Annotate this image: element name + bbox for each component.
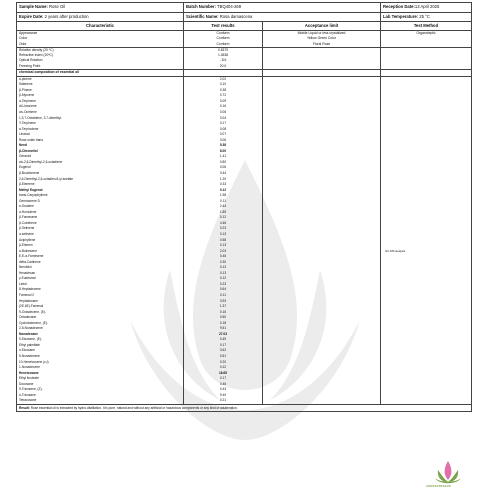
compound-percentage: 3.93 (184, 299, 263, 305)
compound-percentage: 0.44 (184, 171, 263, 177)
compound-percentage: 9.40 (184, 393, 263, 399)
compound-limit-empty (263, 398, 381, 404)
composition-title-blank-1 (184, 70, 263, 76)
header-row-2 (17, 13, 471, 23)
lab-temperature-cell: Lab Temperature: 25 °C (383, 13, 430, 19)
compound-name: dl-Limonene (17, 104, 184, 110)
compound-name: 9-Eicosene, (E)- (17, 337, 184, 343)
compound-percentage: 4.46 (184, 221, 263, 227)
compound-name: α-Bulnesene (17, 249, 184, 255)
compound-name: Aciphyllene (17, 238, 184, 244)
compound-name: 9-Tricosene, (Z)- (17, 387, 184, 393)
compound-percentage: 0.58 (184, 238, 263, 244)
compound-percentage: 0.17 (184, 121, 263, 127)
compound-name: Ledol (17, 282, 184, 288)
compound-percentage: 0.12 (184, 188, 263, 194)
compound-percentage: 0.51 (184, 354, 263, 360)
expire-date: 2 years after production (44, 13, 89, 19)
compound-percentage: 0.13 (184, 271, 263, 277)
physical-method-empty (381, 48, 471, 69)
compound-name: β-Citronellol (17, 149, 184, 155)
compound-name: α-Humulene (17, 210, 184, 216)
compound-percentage: 0.30 (184, 260, 263, 266)
compound-name: n-Eicosane (17, 348, 184, 354)
compound-percentage: 1.98 (184, 193, 263, 199)
compound-percentage: 2.02 (184, 77, 263, 83)
composition-title-blank-3 (381, 70, 471, 76)
physical-values: 0.8379 1.4538 - 8.6 20.0 (184, 48, 263, 69)
column-header-row (17, 22, 471, 31)
compound-percentage: 0.80 (184, 160, 263, 166)
compound-name: (2E,6E)-Farnesol (17, 304, 184, 310)
composition-title: chemical composition of essential oil (17, 70, 184, 76)
compound-percentage: 0.72 (184, 93, 263, 99)
compound-name: Farnesol 2 (17, 293, 184, 299)
compound-name: Geraniol (17, 154, 184, 160)
compound-percentage: 0.11 (184, 293, 263, 299)
sample-name: Rose Oil (49, 4, 66, 9)
compound-percentage: 0.17 (184, 376, 263, 382)
header-row-1 (17, 3, 471, 13)
compound-percentage: 0.06 (184, 165, 263, 171)
compound-percentage: 0.38 (184, 88, 263, 94)
compound-name: α-Terpinene (17, 99, 184, 105)
col-test-results: Test results (184, 22, 263, 30)
compound-percentage: 0.12 (184, 365, 263, 371)
col-test-method: Test Method (413, 23, 439, 28)
compound-percentage: 3.62 (184, 348, 263, 354)
compound-percentage: 5.38 (184, 143, 263, 149)
compound-name: Heptadecane (17, 299, 184, 305)
organoleptic-limits: Mobile Liquid or less crystalized Yellow Green Color Floral Rose (263, 31, 381, 47)
compound-name: Hexadecan (17, 271, 184, 277)
result-text: Rose essential oil is extracted by hydro-distillation. It is pure, natural and without any artificial or hazardous components or any kind of adulteration. (30, 405, 238, 410)
compound-name: Nonadecane (17, 332, 184, 338)
compound-name: α-Guaiene (17, 204, 184, 210)
compound-name: cis-2,6-Dimethyl-2,6-octadiene (17, 160, 184, 166)
compound-name: 2,6-Dimethyl-2,6-octadien-8-yl acetate (17, 177, 184, 183)
compound-name: Octadecane (17, 315, 184, 321)
lab-temperature: 25 °C (419, 13, 430, 19)
compound-name: Heneicosane (17, 371, 184, 377)
compound-name: α-Terpinolene (17, 127, 184, 133)
compound-name: Linalool (17, 132, 184, 138)
physical-block (17, 48, 471, 70)
compound-percentage: 0.12 (184, 215, 263, 221)
compound-name: Methyl Eugenol (17, 188, 184, 194)
compound-name: β-Selinene (17, 226, 184, 232)
result-footer: Result: Rose essential oil is extracted by hydro-distillation. It is pure, natural and without any artificial or hazardous components or any kind of adulteration. (19, 405, 238, 410)
compound-percentage: 1.41 (184, 154, 263, 160)
compound-percentage: 0.04 (184, 116, 263, 122)
compound-name: Rose oxide trans (17, 138, 184, 144)
quality-certificate-table (16, 2, 472, 412)
compound-percentage: 2.03 (184, 249, 263, 255)
compound-percentage: 0.12 (184, 276, 263, 282)
compound-percentage: 0.46 (184, 382, 263, 388)
col-acceptance-limit: Acceptance limit (263, 22, 381, 30)
composition-title-row (17, 70, 471, 77)
compound-percentage: 1.37 (184, 304, 263, 310)
batch-number: TBQ404-269 (217, 4, 242, 9)
logo-text: AROMAPRESSOR (426, 485, 451, 488)
compound-name: Nerol (17, 143, 184, 149)
compound-name: E,E-α-Farnesene (17, 254, 184, 260)
compound-name: n-Tricosane (17, 393, 184, 399)
compound-name: trans-Caryophyllene (17, 193, 184, 199)
compound-percentage: 0.16 (184, 310, 263, 316)
compound-percentage: 0.11 (184, 199, 263, 205)
compound-name: delta-Cadinene (17, 260, 184, 266)
col-characteristic: Characteristic (17, 22, 184, 30)
organoleptic-results: Conform Conform Conform (184, 31, 263, 47)
organoleptic-block (17, 31, 471, 48)
reception-date-cell: Reception Date:13 April 2025 (383, 4, 440, 9)
compound-name: Ethyl linoleate (17, 376, 184, 382)
compound-percentage: 0.06 (184, 138, 263, 144)
compound-name: Y-Terpinene (17, 121, 184, 127)
compound-percentage: 0.50 (184, 315, 263, 321)
compound-name: β-Myrcene (17, 93, 184, 99)
compound-percentage: 0.18 (184, 321, 263, 327)
compound-percentage: 0.23 (184, 226, 263, 232)
sample-name-cell: Sample Name: Rose Oil (17, 3, 184, 12)
compound-name: β-Cubebene (17, 221, 184, 227)
compound-percentage: 0.21 (184, 398, 263, 404)
compound-name: Cyclododecene, (E)- (17, 321, 184, 327)
compound-percentage: 0.20 (184, 360, 263, 366)
compound-percentage: 2.44 (184, 204, 263, 210)
compound-percentage: 0.17 (184, 343, 263, 349)
compound-name: α-selinene (17, 232, 184, 238)
compound-name: β-Elemene (17, 182, 184, 188)
compound-percentage: 0.43 (184, 387, 263, 393)
compound-percentage: 0.49 (184, 337, 263, 343)
compound-name: 9-Octadecene, (E)- (17, 310, 184, 316)
compound-name: 5-Nonadecene (17, 354, 184, 360)
compound-percentage: 0.23 (184, 282, 263, 288)
compound-name: Germacrene D (17, 199, 184, 205)
compound-name: Docosane (17, 382, 184, 388)
compound-percentage: 0.07 (184, 132, 263, 138)
compound-percentage: 0.13 (184, 265, 263, 271)
compound-percentage: 0.33 (184, 182, 263, 188)
composition-title-blank-2 (263, 70, 381, 76)
compound-name: Ethyl palmitate (17, 343, 184, 349)
batch-number-cell: Batch Number: TBQ404-269 (184, 3, 381, 12)
compound-percentage: 1.20 (184, 177, 263, 183)
compound-percentage: 0.10 (184, 82, 263, 88)
composition-list (17, 77, 471, 405)
compound-percentage: 0.13 (184, 232, 263, 238)
compound-method-empty (381, 398, 471, 404)
compound-name: 1,3,7-Octatriene, 3,7-dimethyl- (17, 116, 184, 122)
compound-name: β-Bourbonene (17, 171, 184, 177)
compound-name: 10-Heneicosene (c,t) (17, 360, 184, 366)
scientific-name-cell: Scientific Name: Rosa damascena (184, 13, 381, 22)
compound-percentage: 1.85 (184, 210, 263, 216)
composition-method: GC-MS analysis (385, 248, 406, 253)
compound-percentage: 16.65 (184, 371, 263, 377)
compound-name: 8-Heptadecene (17, 287, 184, 293)
physical-limits-empty (263, 48, 381, 69)
compound-percentage: 0.08 (184, 127, 263, 133)
composition-row (17, 398, 471, 404)
compound-name: 1-Nonadecene (17, 365, 184, 371)
compound-percentage: 0.06 (184, 110, 263, 116)
compound-percentage: 27.03 (184, 332, 263, 338)
compound-name: 2-5-Nonadecene (17, 326, 184, 332)
compound-name: Sabinene (17, 82, 184, 88)
compound-percentage: 9.51 (184, 326, 263, 332)
compound-name: α-pinene (17, 77, 184, 83)
scientific-name: Rosa damascena (219, 13, 253, 19)
compound-percentage: 0.09 (184, 99, 263, 105)
compound-name: cis-Ocimene (17, 110, 184, 116)
compound-name: Nerolidol (17, 265, 184, 271)
compound-percentage: 0.13 (184, 243, 263, 249)
compound-name: β-Pinene (17, 88, 184, 94)
compound-percentage: 8.00 (184, 149, 263, 155)
compound-name: γ-Eudesmol (17, 276, 184, 282)
compound-percentage: 0.46 (184, 254, 263, 260)
reception-date: 13 April 2025 (414, 4, 440, 9)
compound-name: Tetracosane (17, 398, 184, 404)
physical-names: Relative density (20 ºC) Refractive index (20ºC) Optical Rotation Freezing Point (17, 48, 184, 69)
organoleptic-names: Appearance Color Odor (17, 31, 184, 47)
compound-name: β-Farnesene (17, 215, 184, 221)
compound-name: Eugenol (17, 165, 184, 171)
compound-name: β-Elemen (17, 243, 184, 249)
organoleptic-method: Organoleptic (416, 31, 436, 35)
compound-percentage: 0.64 (184, 287, 263, 293)
expire-date-cell: Expire Date: 2 years after production (17, 13, 184, 22)
compound-percentage: 0.16 (184, 104, 263, 110)
